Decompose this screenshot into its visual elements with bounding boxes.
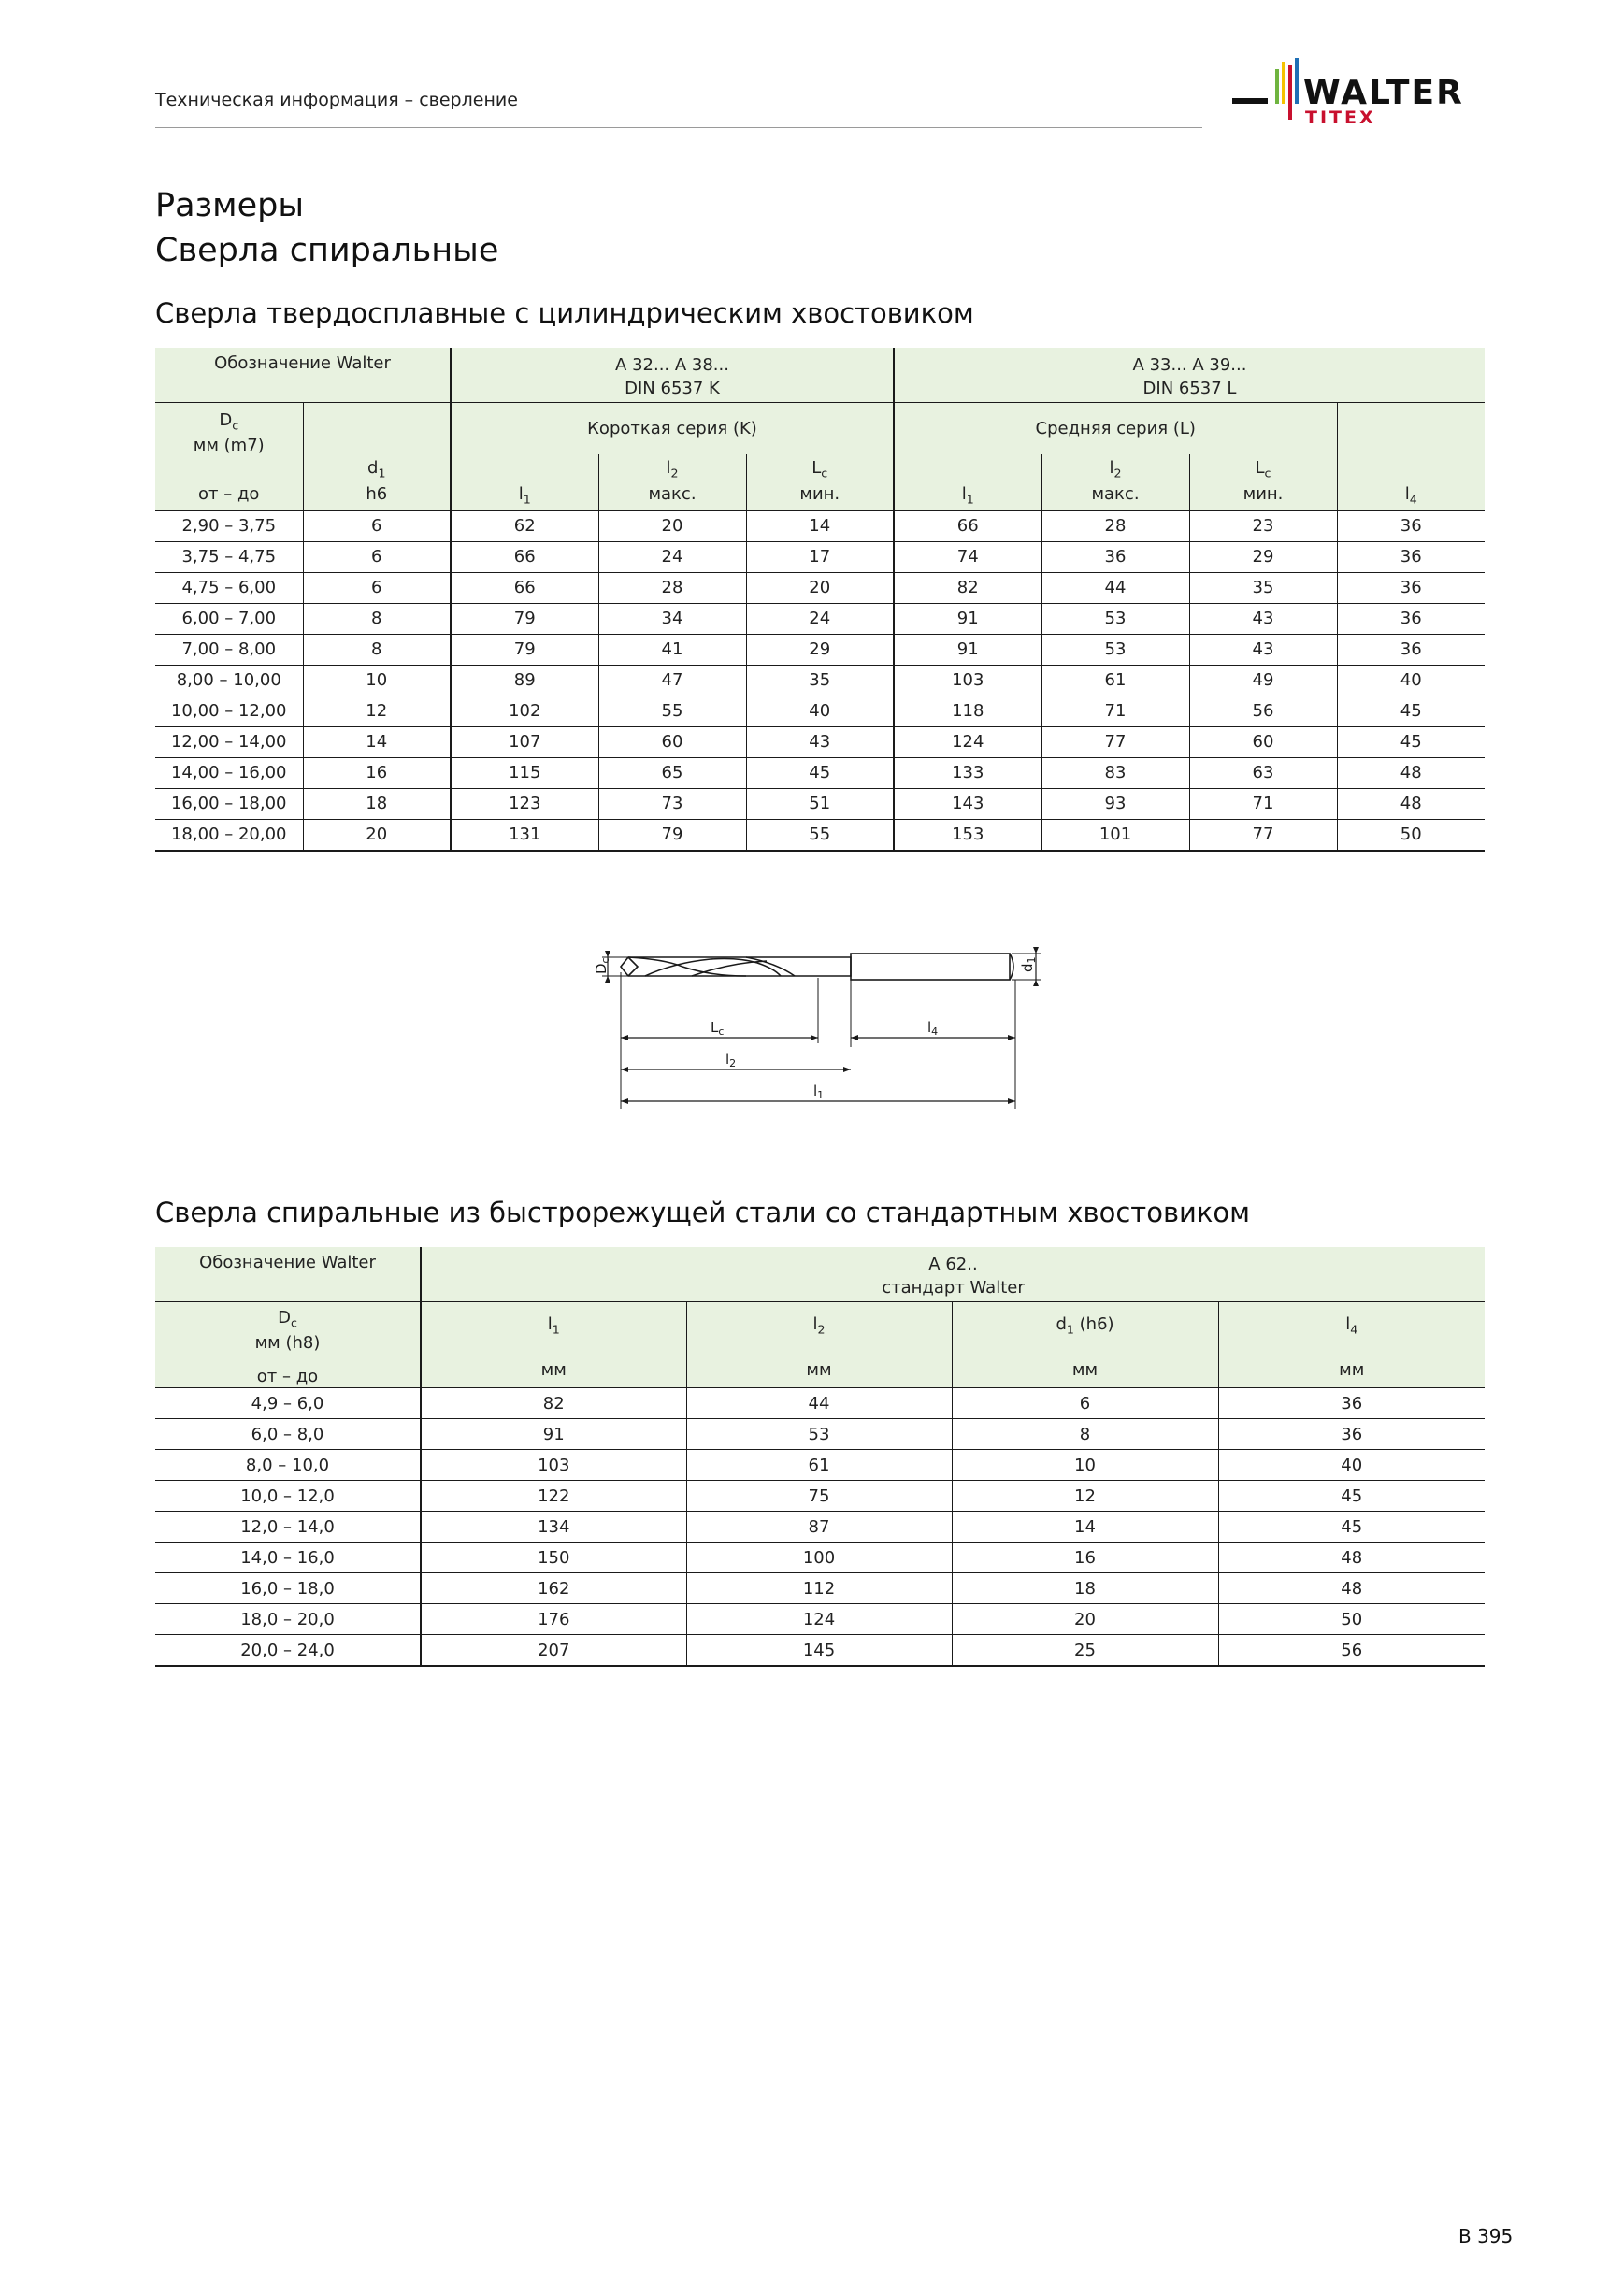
page-title-line1: Размеры (155, 187, 304, 224)
table-cell: 8 (303, 634, 451, 665)
table-cell: 75 (686, 1481, 952, 1512)
table-cell: 49 (1189, 665, 1337, 696)
table-cell: 61 (686, 1450, 952, 1481)
table-cell: 56 (1218, 1635, 1485, 1667)
table-row (155, 665, 1485, 696)
table-cell: 16 (952, 1543, 1218, 1573)
table-cell: 162 (421, 1573, 686, 1604)
table-cell: 36 (1337, 541, 1485, 572)
table-cell: 82 (421, 1388, 686, 1419)
hss-drill-table (155, 1247, 1485, 1667)
table-cell: 51 (746, 788, 894, 819)
table-row (155, 696, 1485, 726)
table-cell: 6,0 – 8,0 (155, 1419, 421, 1450)
group-k-code: A 32... A 38... (615, 355, 729, 375)
table-cell: 48 (1218, 1543, 1485, 1573)
page-title (155, 183, 498, 273)
drill-dimension-diagram (580, 926, 1066, 1122)
header-text: Техническая информация – сверление (155, 90, 518, 110)
table-cell: 8,0 – 10,0 (155, 1450, 421, 1481)
table-cell: 18,0 – 20,0 (155, 1604, 421, 1635)
table-cell: 28 (1041, 510, 1189, 541)
table-row (155, 1481, 1485, 1512)
l2-label: $l_2$ (725, 1051, 737, 1069)
flute-line (757, 963, 781, 976)
table-cell: 3,75 – 4,75 (155, 541, 303, 572)
table-cell: 45 (1337, 696, 1485, 726)
page-title-line2: Сверла спиральные (155, 232, 499, 269)
table-cell: 50 (1337, 819, 1485, 851)
table-cell: 45 (1218, 1512, 1485, 1543)
table-cell: 48 (1337, 788, 1485, 819)
col-l2-header-2: $l_2$ мм (686, 1301, 952, 1388)
table-cell: 34 (598, 603, 746, 634)
group-l-standard: DIN 6537 L (1142, 379, 1237, 398)
col-l4-header-2: $l_4$ мм (1218, 1301, 1485, 1388)
table-cell: 8 (952, 1419, 1218, 1450)
table-cell: 53 (686, 1419, 952, 1450)
designation-label-2: Обозначение Walter (199, 1253, 376, 1272)
l4-label: $l_4$ (927, 1019, 939, 1038)
table-cell: 53 (1041, 603, 1189, 634)
table-cell: 14 (952, 1512, 1218, 1543)
table-cell: 103 (421, 1450, 686, 1481)
table-cell: 20 (303, 819, 451, 851)
table-row (155, 1604, 1485, 1635)
table-cell: 77 (1189, 819, 1337, 851)
table-cell: 207 (421, 1635, 686, 1667)
col-dc-header: $D_c$ мм (m7) от – до (155, 402, 303, 510)
table-cell: 2,90 – 3,75 (155, 510, 303, 541)
table-cell: 6 (303, 541, 451, 572)
table-cell: 25 (952, 1635, 1218, 1667)
table-row (155, 1635, 1485, 1667)
table-cell: 48 (1218, 1573, 1485, 1604)
table-cell: 24 (746, 603, 894, 634)
table-row (155, 1512, 1485, 1543)
table-cell: 4,9 – 6,0 (155, 1388, 421, 1419)
table-cell: 83 (1041, 757, 1189, 788)
lc-label: $L_c$ (711, 1019, 725, 1038)
table-cell: 12,00 – 14,00 (155, 726, 303, 757)
col-l1-header-2: $l_1$ мм (421, 1301, 686, 1388)
table-cell: 14 (746, 510, 894, 541)
table-cell: 43 (1189, 603, 1337, 634)
table-cell: 60 (598, 726, 746, 757)
table-cell: 56 (1189, 696, 1337, 726)
table-cell: 55 (746, 819, 894, 851)
carbide-drill-table (155, 348, 1485, 852)
group-k-header (451, 348, 894, 402)
designation-label: Обозначение Walter (214, 353, 391, 373)
table-cell: 71 (1041, 696, 1189, 726)
table-cell: 53 (1041, 634, 1189, 665)
flute-line (628, 957, 746, 976)
table-cell: 10 (303, 665, 451, 696)
table-cell: 50 (1218, 1604, 1485, 1635)
table-cell: 43 (1189, 634, 1337, 665)
table-cell: 6 (952, 1388, 1218, 1419)
col-dc-header-2: $D_c$ мм (h8) от – до (155, 1301, 421, 1388)
table-cell: 63 (1189, 757, 1337, 788)
table-cell: 143 (894, 788, 1041, 819)
col-k-l1-header: $l_1$ (451, 454, 598, 510)
d1-label: $d_1$ (1019, 956, 1038, 972)
table-cell: 62 (451, 510, 598, 541)
table-cell: 28 (598, 572, 746, 603)
table-cell: 103 (894, 665, 1041, 696)
table-cell: 73 (598, 788, 746, 819)
table-cell: 24 (598, 541, 746, 572)
table-cell: 40 (1337, 665, 1485, 696)
header-divider (155, 127, 1202, 128)
group-a62-code: A 62.. (928, 1255, 978, 1274)
table-cell: 44 (686, 1388, 952, 1419)
table-row (155, 1419, 1485, 1450)
group-l-code: A 33... A 39... (1132, 355, 1247, 375)
table-cell: 123 (451, 788, 598, 819)
table-cell: 43 (746, 726, 894, 757)
table-cell: 102 (451, 696, 598, 726)
table-cell: 41 (598, 634, 746, 665)
table-cell: 7,00 – 8,00 (155, 634, 303, 665)
group-l-header (894, 348, 1485, 402)
drill-shank (851, 954, 1010, 980)
table-cell: 133 (894, 757, 1041, 788)
table-cell: 10,00 – 12,00 (155, 696, 303, 726)
table-cell: 29 (746, 634, 894, 665)
table-cell: 79 (451, 634, 598, 665)
table-cell: 16 (303, 757, 451, 788)
table-cell: 93 (1041, 788, 1189, 819)
table-row (155, 757, 1485, 788)
table-cell: 101 (1041, 819, 1189, 851)
table-cell: 87 (686, 1512, 952, 1543)
table-cell: 91 (421, 1419, 686, 1450)
table-cell: 14,0 – 16,0 (155, 1543, 421, 1573)
table-cell: 36 (1218, 1419, 1485, 1450)
series-l-label: Средняя серия (L) (894, 402, 1337, 454)
table-cell: 131 (451, 819, 598, 851)
table-cell: 44 (1041, 572, 1189, 603)
table-cell: 36 (1218, 1388, 1485, 1419)
table-cell: 176 (421, 1604, 686, 1635)
table-cell: 18 (952, 1573, 1218, 1604)
table-cell: 36 (1337, 572, 1485, 603)
table-row (155, 1573, 1485, 1604)
table-cell: 8 (303, 603, 451, 634)
table-row (155, 819, 1485, 851)
table-cell: 66 (451, 572, 598, 603)
table-cell: 118 (894, 696, 1041, 726)
drill-tip (628, 957, 638, 976)
table-cell: 150 (421, 1543, 686, 1573)
table-cell: 107 (451, 726, 598, 757)
table-cell: 100 (686, 1543, 952, 1573)
table-row (155, 726, 1485, 757)
table-cell: 14 (303, 726, 451, 757)
table-cell: 61 (1041, 665, 1189, 696)
table-cell: 20 (952, 1604, 1218, 1635)
table-cell: 23 (1189, 510, 1337, 541)
table-row (155, 541, 1485, 572)
table-cell: 10,0 – 12,0 (155, 1481, 421, 1512)
table-cell: 40 (746, 696, 894, 726)
table-cell: 65 (598, 757, 746, 788)
table-cell: 29 (1189, 541, 1337, 572)
table-cell: 112 (686, 1573, 952, 1604)
col-d1-header-2: $d_1$ (h6) мм (952, 1301, 1218, 1388)
table-row (155, 572, 1485, 603)
table-cell: 74 (894, 541, 1041, 572)
col-k-lc-header: $L_c$ мин. (746, 454, 894, 510)
table-cell: 115 (451, 757, 598, 788)
table-cell: 20,0 – 24,0 (155, 1635, 421, 1667)
table-cell: 36 (1337, 603, 1485, 634)
table-cell: 16,00 – 18,00 (155, 788, 303, 819)
table-cell: 6,00 – 7,00 (155, 603, 303, 634)
table-cell: 8,00 – 10,00 (155, 665, 303, 696)
table-cell: 18,00 – 20,00 (155, 819, 303, 851)
table-cell: 36 (1041, 541, 1189, 572)
table-cell: 45 (746, 757, 894, 788)
table-cell: 16,0 – 18,0 (155, 1573, 421, 1604)
table-cell: 60 (1189, 726, 1337, 757)
col-k-l2-header: $l_2$ макс. (598, 454, 746, 510)
table-cell: 20 (746, 572, 894, 603)
table-cell: 124 (894, 726, 1041, 757)
col-l-l1-header: $l_1$ (894, 454, 1041, 510)
arrowheads (605, 947, 1039, 1104)
table-cell: 79 (451, 603, 598, 634)
table-cell: 79 (598, 819, 746, 851)
table-cell: 153 (894, 819, 1041, 851)
table-cell: 12,0 – 14,0 (155, 1512, 421, 1543)
table-cell: 6 (303, 572, 451, 603)
table-row (155, 510, 1485, 541)
table-cell: 18 (303, 788, 451, 819)
table-cell: 77 (1041, 726, 1189, 757)
table-cell: 36 (1337, 634, 1485, 665)
table-cell: 35 (746, 665, 894, 696)
flute-line (692, 961, 767, 976)
table-cell: 66 (451, 541, 598, 572)
table-cell: 45 (1218, 1481, 1485, 1512)
table-cell: 48 (1337, 757, 1485, 788)
section2-title: Сверла спиральные из быстрорежущей стали со стандартным хвостовиком (155, 1197, 1251, 1228)
table-cell: 89 (451, 665, 598, 696)
table-cell: 66 (894, 510, 1041, 541)
walter-titex-logo (1232, 58, 1513, 133)
table-row (155, 634, 1485, 665)
col-l-l2-header: $l_2$ макс. (1041, 454, 1189, 510)
table-cell: 47 (598, 665, 746, 696)
table-cell: 35 (1189, 572, 1337, 603)
table-cell: 91 (894, 634, 1041, 665)
table-cell: 14,00 – 16,00 (155, 757, 303, 788)
section1-title: Сверла твердосплавные с цилиндрическим хвостовиком (155, 297, 974, 329)
page-number: B 395 (1458, 2225, 1514, 2247)
table-cell: 55 (598, 696, 746, 726)
table-cell: 122 (421, 1481, 686, 1512)
table-cell: 145 (686, 1635, 952, 1667)
table-cell: 36 (1337, 510, 1485, 541)
group-a62-header (421, 1247, 1485, 1301)
table-cell: 6 (303, 510, 451, 541)
col-l4-header: $l_4$ (1337, 402, 1485, 510)
table-cell: 40 (1218, 1450, 1485, 1481)
table-cell: 134 (421, 1512, 686, 1543)
table-cell: 10 (952, 1450, 1218, 1481)
table-row (155, 788, 1485, 819)
table-cell: 71 (1189, 788, 1337, 819)
table-row (155, 1388, 1485, 1419)
table-row (155, 603, 1485, 634)
dc-label: $D_c$ (593, 957, 611, 974)
logo-titex-text: TITEX (1305, 108, 1376, 128)
l1-label: $l_1$ (813, 1083, 825, 1101)
table-cell: 12 (952, 1481, 1218, 1512)
table-cell: 20 (598, 510, 746, 541)
col-l-lc-header: $L_c$ мин. (1189, 454, 1337, 510)
table-cell: 12 (303, 696, 451, 726)
table-cell: 82 (894, 572, 1041, 603)
table-row (155, 1543, 1485, 1573)
flute-line (746, 957, 795, 976)
table-cell: 124 (686, 1604, 952, 1635)
table-row (155, 1450, 1485, 1481)
table-cell: 17 (746, 541, 894, 572)
table-cell: 45 (1337, 726, 1485, 757)
logo-walter-text: WALTER (1303, 74, 1464, 112)
series-k-label: Короткая серия (K) (451, 402, 894, 454)
table-cell: 4,75 – 6,00 (155, 572, 303, 603)
group-k-standard: DIN 6537 K (625, 379, 720, 398)
group-a62-standard: стандарт Walter (882, 1278, 1025, 1298)
table-cell: 91 (894, 603, 1041, 634)
col-d1-header: $d_1$ h6 (303, 402, 451, 510)
